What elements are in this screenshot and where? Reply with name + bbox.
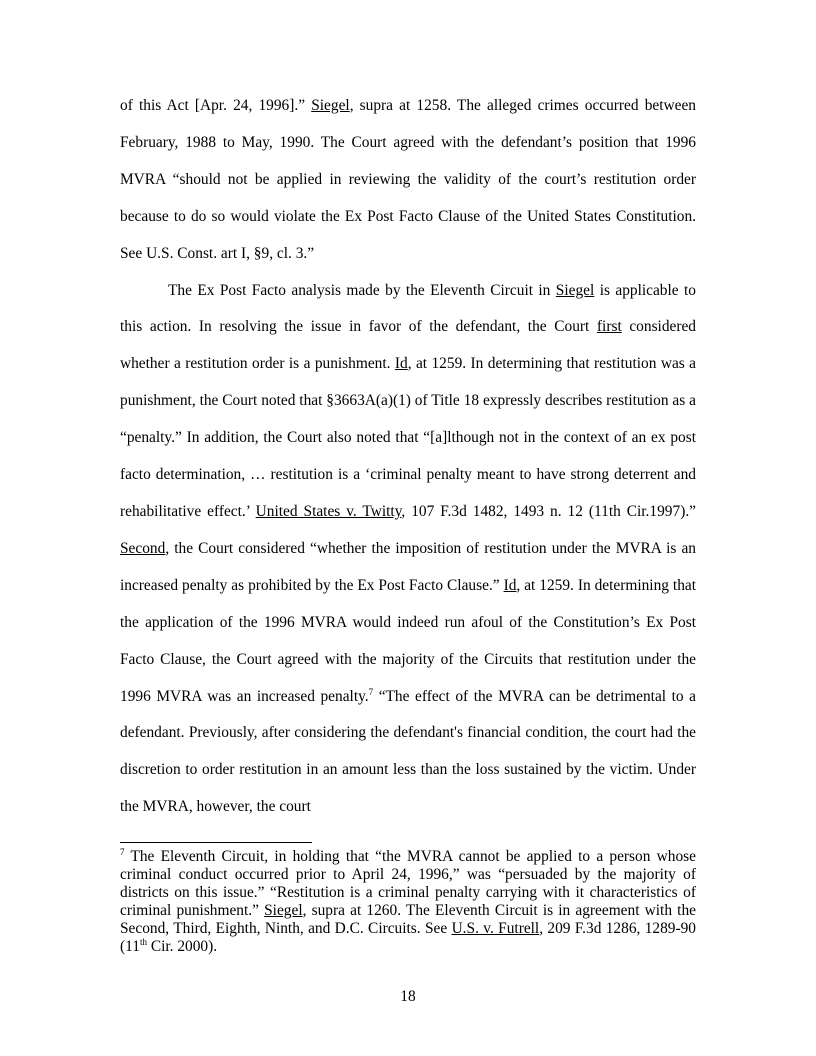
case-citation-siegel: Siegel — [311, 97, 350, 114]
footnote-marker: 7 — [120, 847, 125, 857]
case-citation-futrell: U.S. v. Futrell — [451, 919, 540, 937]
case-citation-siegel: Siegel — [264, 901, 303, 919]
emphasis-second: Second — [120, 539, 166, 557]
body-text — [120, 88, 696, 826]
citation-id: Id — [394, 355, 408, 373]
ordinal-suffix: th — [139, 936, 147, 947]
paragraph-ex-post-facto-analysis: The Ex Post Facto analysis made by the Eleventh Circuit in Siegel is applicable to this action. In resolving the issue in favor of the defendant, the Court first considered whether a restitution order is a punishment. Id, at 1259. In determining that restitution was a punishment, the Court noted that §3663A(a)(1) of Title 18 expressly describes restitution as a “penalty.” In addition, the Court also noted that “[a]lthough not in the context of an ex post facto determination, … restitution is a ‘criminal penalty meant to have strong deterrent and rehabilitative effect.’ United States v. Twitty, 107 F.3d 1482, 1493 n. 12 (11th Cir.1997).” Second, the Court considered “whether the imposition of restitution under the MVRA is an increased penalty as prohibited by the Ex Post Facto Clause.” Id, at 1259. In determining that the application of the 1996 MVRA would indeed run afoul of the Constitution’s Ex Post Facto Clause, the Court agreed with the majority of the Circuits that restitution under the 1996 MVRA was an increased penalty.$^7$ “The effect of the MVRA can be detrimental to a defendant. Previously, after considering the defendant's financial condition, the court had the discretion to order restitution in an amount less than the loss sustained by the victim. Under the MVRA, however, the court — [120, 281, 697, 816]
page-number: 18 — [400, 988, 416, 1005]
case-citation-siegel: Siegel — [555, 281, 595, 299]
footnote-separator — [120, 842, 312, 843]
emphasis-first: first — [596, 318, 622, 336]
footnote-reference: 7 — [368, 686, 374, 697]
paragraph-continued: of this Act [Apr. 24, 1996].” Siegel, supra at 1258. The alleged crimes occurred between February, 1988 to May, 1990. The Court agreed with the defendant’s position that 1996 MVRA “should not be applied in reviewing the validity of the court’s restitution order because to do so would violate the Ex Post Facto Clause of the United States Constitution. See U.S. Const. art I, §9, cl. 3.” — [120, 97, 696, 262]
footnote-7: $^7$ The Eleventh Circuit, in holding that “the MVRA cannot be applied to a person whose criminal conduct occurred prior to April 24, 1996,” was “persuaded by the majority of districts on this issue.” “Restitution is a criminal penalty carrying with it characteristics of criminal punishment.” Siegel, supra at 1260. The Eleventh Circuit is in agreement with the Second, Third, Eighth, Ninth, and D.C. Circuits. See U.S. v. Futrell, 209 F.3d 1286, 1289-90 (11th Cir. 2000). — [120, 847, 696, 955]
case-citation-twitty: United States v. Twitty — [255, 502, 402, 520]
citation-id: Id — [503, 576, 517, 594]
